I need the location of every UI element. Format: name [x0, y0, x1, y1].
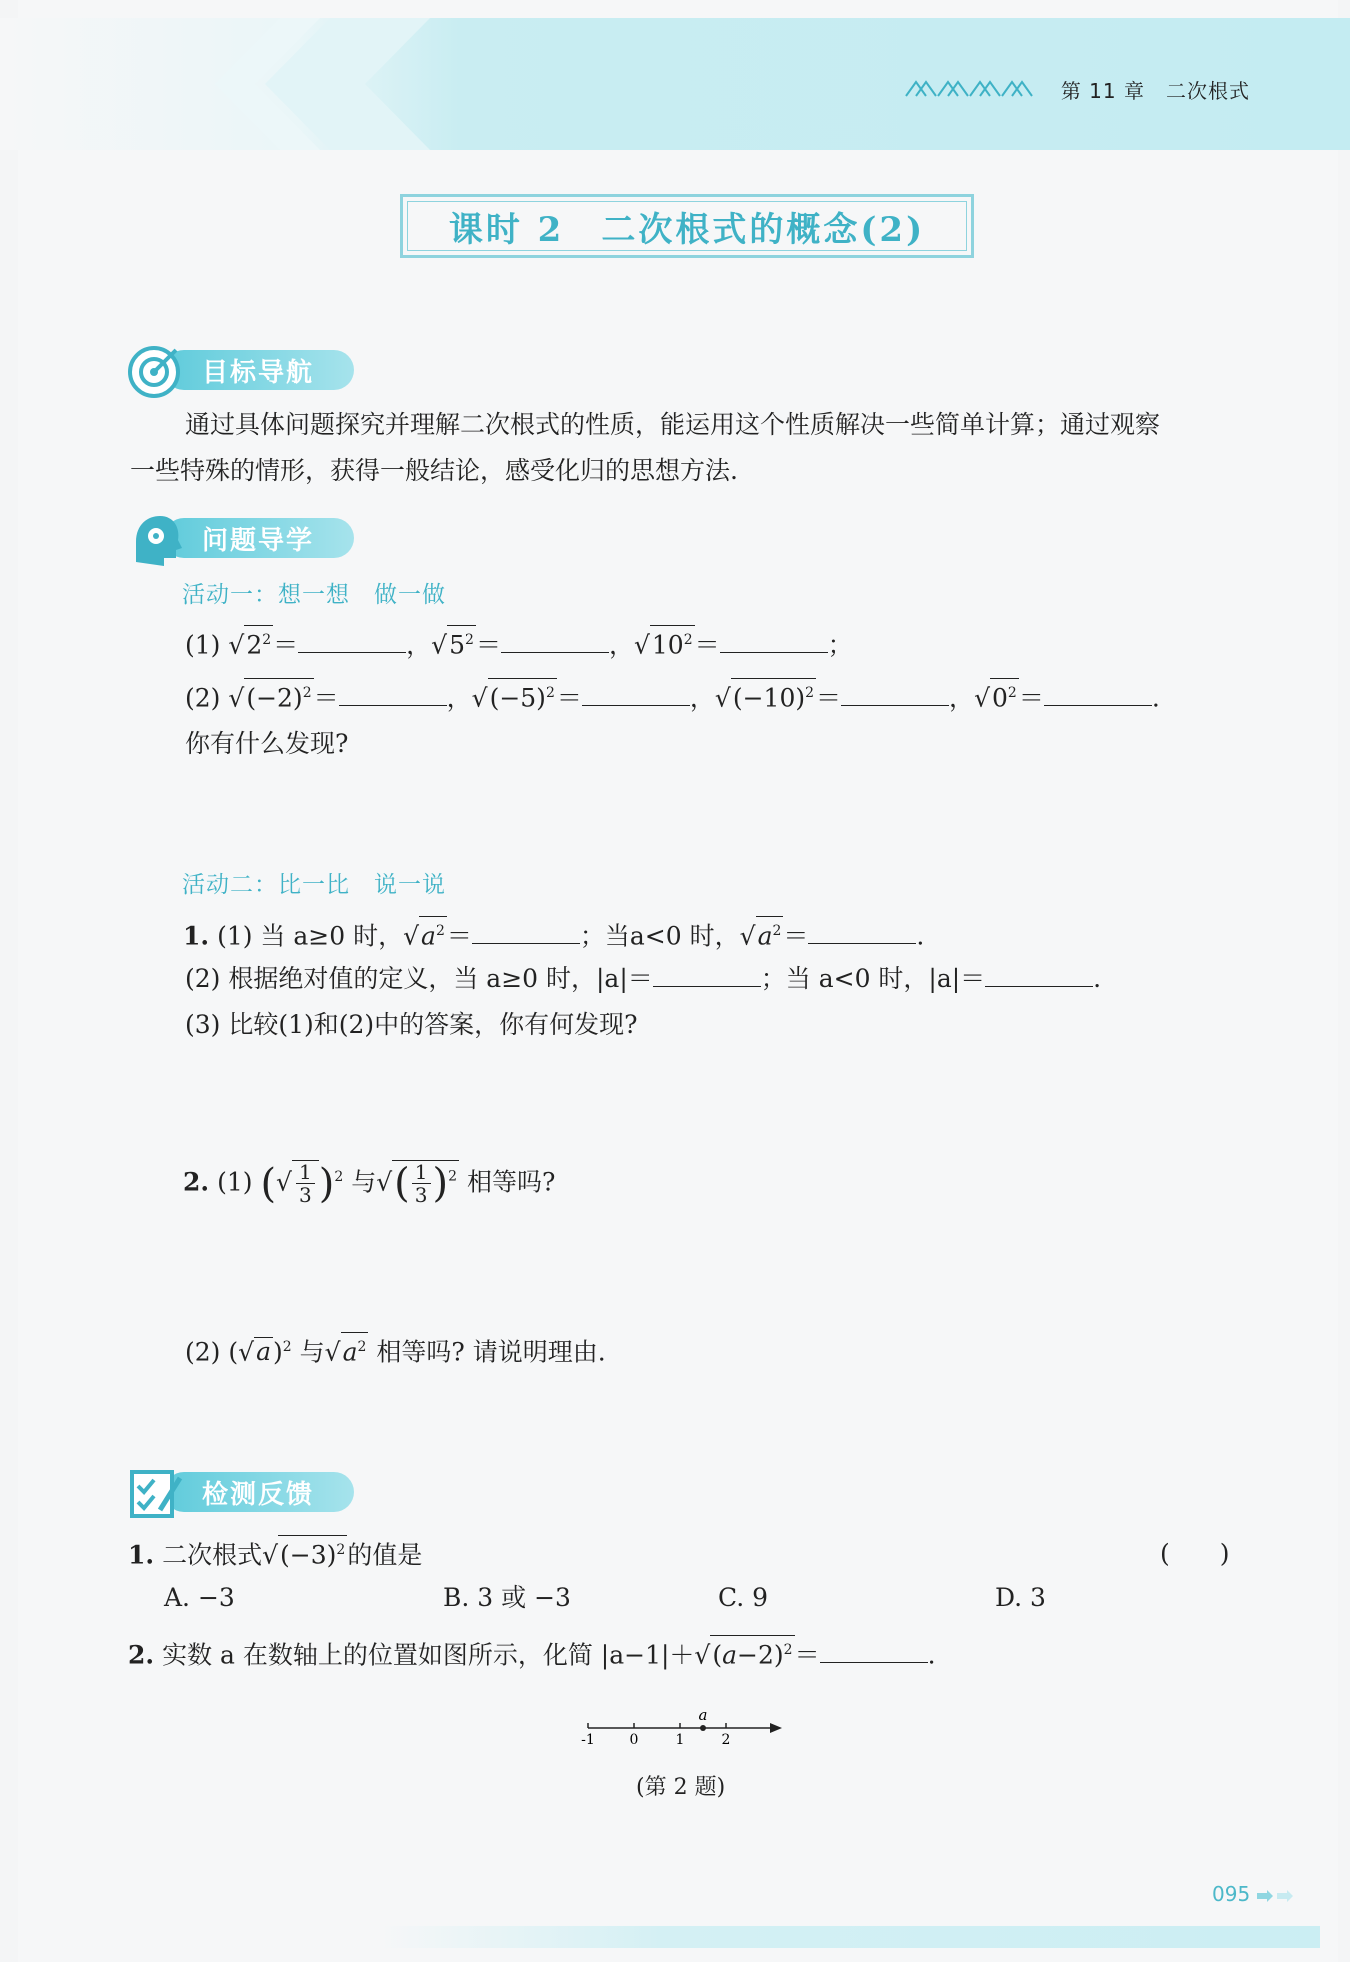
- number-line-figure: [580, 1700, 790, 1750]
- activity2-p1-2: (2) 根据绝对值的定义，当 a≥0 时，|a|＝ ；当 a<0 时，|a|＝ .: [185, 964, 1102, 993]
- number-line-tick-label: -1: [581, 1732, 595, 1748]
- activity1-discovery: 你有什么发现?: [185, 729, 349, 758]
- checklist-icon: [128, 1466, 184, 1520]
- test-q2: 2. 实数 a 在数轴上的位置如图所示，化简 $|a-1|+√(a-2)^2=$ .: [128, 1635, 936, 1672]
- number-line-point: [700, 1725, 706, 1731]
- number-line-tick-label: 1: [675, 1732, 685, 1748]
- number-line-tick-label: 0: [629, 1732, 639, 1748]
- answer-blank[interactable]: [472, 921, 580, 944]
- activity1-q1: (1) $√2^2=$ ，$√5^2=$ ，$√10^2=$ ；: [185, 625, 853, 662]
- test-q1: 1. 二次根式$√(-3)^2$的值是: [128, 1535, 422, 1572]
- activity1-q2: (2) $√(-2)^2=$ ，$√(-5)^2=$ ，$√(-10)^2=$ ，$√0^2=$ .: [185, 678, 1160, 715]
- option-b[interactable]: B. 3 或 −3: [443, 1583, 571, 1612]
- triangle-ornament-icon: [904, 78, 1044, 98]
- goal-text-line2: 一些特殊的情形，获得一般结论，感受化归的思想方法.: [130, 456, 738, 485]
- head-gear-icon: [128, 512, 184, 570]
- number-line-point-label: a: [698, 1706, 708, 1724]
- answer-blank[interactable]: [1044, 683, 1152, 706]
- answer-blank[interactable]: [841, 683, 949, 706]
- number-line-arrow: [770, 1723, 782, 1733]
- number-line-tick-label: 2: [721, 1732, 731, 1748]
- answer-blank[interactable]: [582, 683, 690, 706]
- test-q1-answer-paren[interactable]: ( ): [1160, 1539, 1230, 1568]
- activity2-p1-1: 1. (1) 当 a≥0 时，$√a^2=$ ；当a<0 时，$√a^2=$ .: [183, 916, 924, 953]
- section-tab-goal-label: 目标导航: [202, 357, 315, 388]
- activity1-title: 活动一：想一想 做一做: [182, 582, 446, 608]
- activity2-p2-1: 2. (1) (√ $\frac{1}{3}$ )$^2$ 与√( $\frac{1}{3}$ )$^2$ 相等吗?: [183, 1160, 556, 1208]
- option-d[interactable]: D. 3: [995, 1583, 1046, 1612]
- activity2-p2-2: (2) $(√a)^2$ 与$√a^2$ 相等吗? 请说明理由.: [185, 1330, 606, 1369]
- option-a[interactable]: A. −3: [164, 1583, 235, 1612]
- chapter-label: 第 11 章 二次根式: [1060, 79, 1250, 103]
- lesson-title-box: [400, 194, 974, 258]
- activity1-q1-label: (1): [185, 630, 221, 660]
- option-c[interactable]: C. 9: [718, 1583, 769, 1612]
- section-tab-test-label: 检测反馈: [202, 1479, 315, 1510]
- footer-band: [380, 1926, 1320, 1948]
- activity2-p1-3: (3) 比较(1)和(2)中的答案，你有何发现?: [185, 1010, 638, 1039]
- figure-caption: (第 2 题): [636, 1775, 726, 1800]
- answer-blank[interactable]: [339, 683, 447, 706]
- goal-text-line1: 通过具体问题探究并理解二次根式的性质，能运用这个性质解决一些简单计算；通过观察: [185, 410, 1161, 439]
- answer-blank[interactable]: [298, 630, 406, 653]
- answer-blank[interactable]: [501, 630, 609, 653]
- answer-blank[interactable]: [808, 921, 916, 944]
- answer-blank[interactable]: [820, 1640, 928, 1663]
- arrow-right-icon: [1257, 1890, 1297, 1902]
- activity2-title: 活动二：比一比 说一说: [182, 872, 446, 898]
- answer-blank[interactable]: [720, 630, 828, 653]
- lesson-title: 课时 2 二次根式的概念(2): [407, 201, 967, 251]
- answer-blank[interactable]: [985, 964, 1093, 987]
- header-chevron-decoration: [0, 18, 620, 150]
- section-tab-question-label: 问题导学: [202, 525, 315, 556]
- page-number: 095: [1212, 1882, 1297, 1906]
- target-icon: [128, 344, 184, 398]
- activity1-q2-label: (2): [185, 683, 221, 713]
- answer-blank[interactable]: [653, 964, 761, 987]
